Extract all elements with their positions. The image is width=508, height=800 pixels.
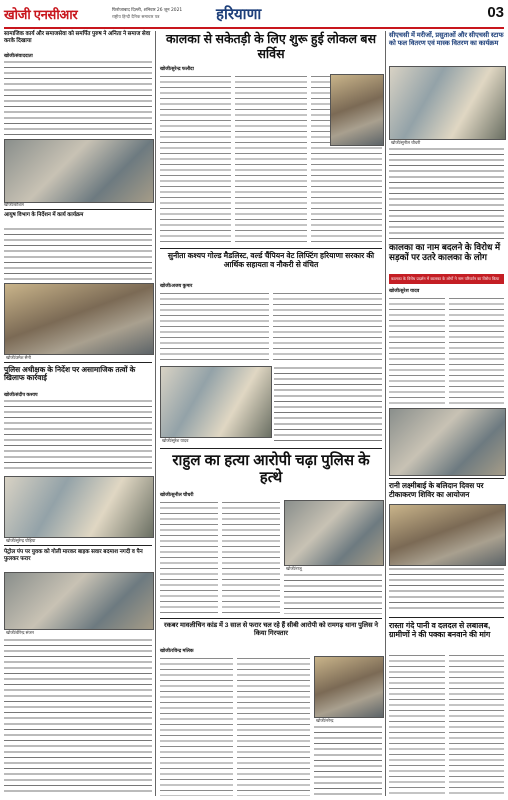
medal-body-col xyxy=(273,291,382,363)
left-top-story xyxy=(4,31,152,281)
divider xyxy=(4,362,152,363)
rahul-body-right xyxy=(284,573,382,614)
kalka-photo xyxy=(389,408,506,476)
road-headline: रास्ता गंदे पानी व दलदल से लबालब, ग्रामीणों ने की पक्का बनवाने की मांग xyxy=(389,621,491,640)
lead-body-col xyxy=(160,74,231,244)
bottom-left-photo xyxy=(4,572,154,630)
page-number: 03 xyxy=(487,4,504,21)
lead-photo xyxy=(330,74,384,146)
police-byline: खोजी/संदीप कश्यप xyxy=(4,393,38,398)
bottom-left-body xyxy=(4,638,152,796)
left-top-caption: खोजी/कौशल xyxy=(4,202,24,207)
rani-headline: रानी लक्ष्मीबाई के बलिदान दिवस पर टीकाकरण शिविर का आयोजन xyxy=(389,481,484,499)
rani-photo xyxy=(389,504,506,566)
police-caption: खोजी/सुरेन्द्र पोहिया xyxy=(6,538,36,543)
right-top-caption: खोजी/सुनील चौधरी xyxy=(391,140,421,145)
left-top-photo xyxy=(4,139,154,203)
road-body xyxy=(389,653,504,796)
lead-body-col xyxy=(235,74,306,244)
medal-photo xyxy=(160,366,272,438)
rahul-body-col xyxy=(160,500,218,614)
rahul-headline: राहुल का हत्या आरोपी चढ़ा पुलिस के हत्थे xyxy=(172,452,370,486)
masthead-rule xyxy=(4,27,504,29)
left-mid-photo xyxy=(4,283,154,355)
left-top-byline: खोजी/संवाददाता xyxy=(4,54,33,59)
masthead-subline: राष्ट्रीय हिन्दी दैनिक समाचार पत्र xyxy=(112,14,160,19)
medal-body-right xyxy=(274,366,382,444)
rahul-body-col xyxy=(222,500,280,614)
divider xyxy=(160,618,382,619)
truck-byline: खोजी/रविन्द्र मलिक xyxy=(160,649,194,654)
rahul-byline: खोजी/सुनील चौधरी xyxy=(160,493,194,498)
truck-body-col xyxy=(160,656,233,796)
kalka-body-col xyxy=(449,296,505,406)
truck-body-right xyxy=(314,725,382,796)
medal-body xyxy=(160,291,382,363)
red-strip xyxy=(389,274,504,284)
medal-caption: खोजी/सुरेश यादव xyxy=(162,438,189,443)
left-top-headline: सामाजिक कार्य और समाजसेवा को समर्पित पुरुष ने अनिता ने समाज सेवा करके दिखाया xyxy=(4,31,151,44)
masthead-logo: खोजी एनसीआर xyxy=(4,7,78,22)
left-top-body xyxy=(4,60,152,136)
truck-body xyxy=(160,656,310,796)
divider xyxy=(160,448,382,449)
divider xyxy=(4,545,152,546)
truck-body-col xyxy=(237,656,310,796)
divider xyxy=(389,478,504,479)
masthead-dateline: फिरोजाबाद दिल्ली, शनिवार 26 जून 2021 xyxy=(112,8,183,13)
lead-byline: खोजी/सुरेन्द्र फलौदा xyxy=(160,67,194,72)
bottom-left-headline: पेट्रोल पंप पर युवक को गोली मारकर बाइक सवार बदमाश नगदी व पैन फुलकर फरार xyxy=(4,549,143,562)
kalka-name-headline: कालका का नाम बदलने के विरोध में सड़कों पर उतरे कालका के लोग xyxy=(389,242,501,263)
divider xyxy=(4,209,152,210)
police-photo xyxy=(4,476,154,538)
truck-caption: खोजी/नरेन्द्र xyxy=(316,718,334,723)
divider xyxy=(160,248,382,249)
mid-left-body xyxy=(4,227,152,281)
mid-left-headline: आयुष विभाग के निर्देशन में कार्य कार्यक्रम xyxy=(4,212,84,218)
right-top-headline: सीएचसी में मरीजों, प्रसुताओं और सीएचसी स्टाफ को फल वितरण एवं मास्क वितरण का कार्यक्रम xyxy=(389,32,504,47)
medal-body-col xyxy=(160,291,269,363)
left-mid-caption: खोजी/उमेश सैनी xyxy=(6,355,31,360)
road-body-col xyxy=(449,653,505,796)
rahul-caption: खोजी/राजू xyxy=(286,566,302,571)
medal-byline: खोजी/अजय कुमार xyxy=(160,284,193,289)
section-title: हरियाणा xyxy=(216,6,262,23)
kalka-body xyxy=(389,296,504,406)
column-rule xyxy=(385,31,386,796)
red-strip-text: कालका के विरोध प्रदर्शन में कालका के लोगों ने नाम परिवर्तन का विरोध किया xyxy=(391,276,500,281)
road-body-col xyxy=(389,653,445,796)
column-rule xyxy=(155,31,156,796)
bottom-left-caption: खोजी/वीरेन्द्र संजन xyxy=(6,630,34,635)
rahul-body xyxy=(160,500,280,614)
truck-headline: रकबर मावलीचिन कांड में 3 साल से फरार चल रहे हैं सीबी आरोपी को रामगढ़ थाना पुलिस ने किया गिरफ्तार xyxy=(163,622,379,637)
rani-body xyxy=(389,567,504,613)
rahul-photo xyxy=(284,500,384,566)
kalka-byline: खोजी/सुरेश यादव xyxy=(389,289,420,294)
lead-headline: कालका से सकेतड़ी के लिए शुरू हुई लोकल बस सर्विस xyxy=(165,32,377,61)
divider xyxy=(389,617,504,618)
truck-photo xyxy=(314,656,384,718)
right-top-body xyxy=(389,147,504,239)
police-headline: पुलिस अधीक्षक के निर्देश पर असामाजिक तत्वों के खिलाफ कार्रवाई xyxy=(4,365,136,383)
kalka-body-col xyxy=(389,296,445,406)
police-body xyxy=(4,399,152,473)
medal-headline: सुनीता कश्यप गोल्ड मैडलिस्ट, वर्ल्ड चैंपियन वेट लिफ्टिंग हरियाणा सरकार की आर्थिक सहायता व नौकरी से वंचित xyxy=(167,251,375,269)
right-top-photo xyxy=(389,66,506,140)
